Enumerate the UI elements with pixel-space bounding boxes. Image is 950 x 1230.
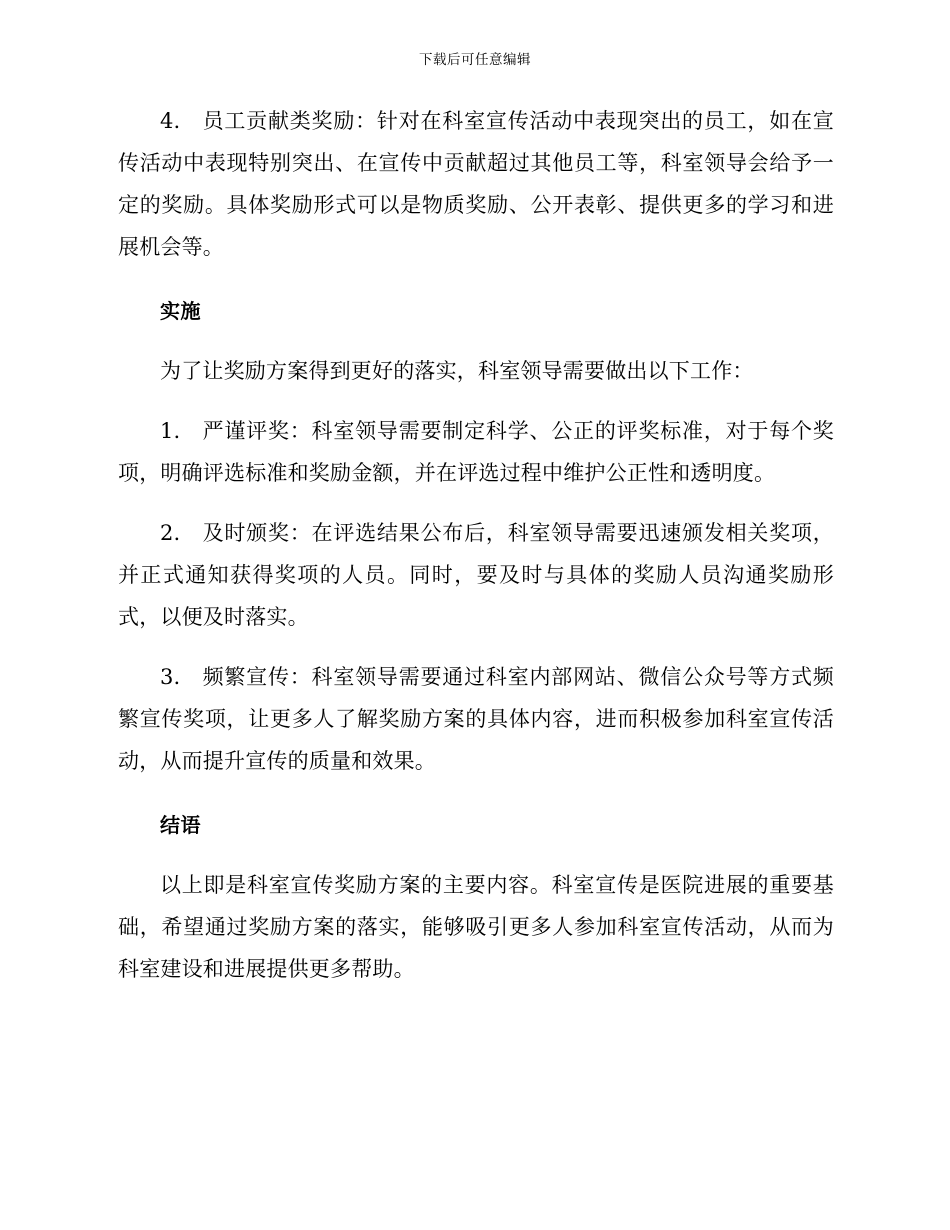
heading-jieyu: 结语 — [160, 813, 201, 837]
spacer — [118, 494, 834, 512]
paragraph-shishi-intro: 为了让奖励方案得到更好的落实，科室领导需要做出以下工作： — [160, 359, 754, 383]
list-item-shishi-1-number: 1. — [160, 419, 181, 443]
spacer — [118, 846, 834, 864]
list-item-shishi-1-text: 严谨评奖：科室领导需要制定科学、公正的评奖标准，对于每个奖项，明确评选标准和奖励金额，并在评选过程中维护公正性和透明度。 — [118, 419, 834, 485]
spacer — [118, 782, 834, 804]
list-item-shishi-1 — [118, 410, 834, 494]
list-item-shishi-2-text: 及时颁奖：在评选结果公布后，科室领导需要迅速颁发相关奖项，并正式通知获得奖项的人员。同时，要及时与具体的奖励人员沟通奖励形式，以便及时落实。 — [118, 521, 834, 629]
page-header-watermark: 下载后可任意编辑 — [419, 52, 531, 68]
spacer — [118, 268, 834, 290]
document-body — [118, 100, 834, 990]
list-item-shishi-3-text: 频繁宣传：科室领导需要通过科室内部网站、微信公众号等方式频繁宣传奖项，让更多人了解奖励方案的具体内容，进而积极参加科室宣传活动，从而提升宣传的质量和效果。 — [118, 665, 834, 773]
list-item-shishi-3 — [118, 656, 834, 782]
list-item-4 — [118, 100, 834, 268]
list-item-shishi-2 — [118, 512, 834, 638]
spacer — [118, 332, 834, 350]
list-item-4-text: 员工贡献类奖励：针对在科室宣传活动中表现突出的员工，如在宣传活动中表现特别突出、在宣传中贡献超过其他员工等，科室领导会给予一定的奖励。具体奖励形式可以是物质奖励、公开表彰、提供更多的学习和进展机会等。 — [118, 109, 834, 259]
list-item-shishi-2-number: 2. — [160, 521, 181, 545]
spacer — [118, 638, 834, 656]
spacer — [118, 392, 834, 410]
list-item-4-number: 4. — [160, 109, 181, 133]
paragraph-jieyu: 以上即是科室宣传奖励方案的主要内容。科室宣传是医院进展的重要基础，希望通过奖励方案的落实，能够吸引更多人参加科室宣传活动，从而为科室建设和进展提供更多帮助。 — [118, 873, 834, 981]
list-item-shishi-3-number: 3. — [160, 665, 181, 689]
heading-shishi: 实施 — [160, 299, 201, 323]
